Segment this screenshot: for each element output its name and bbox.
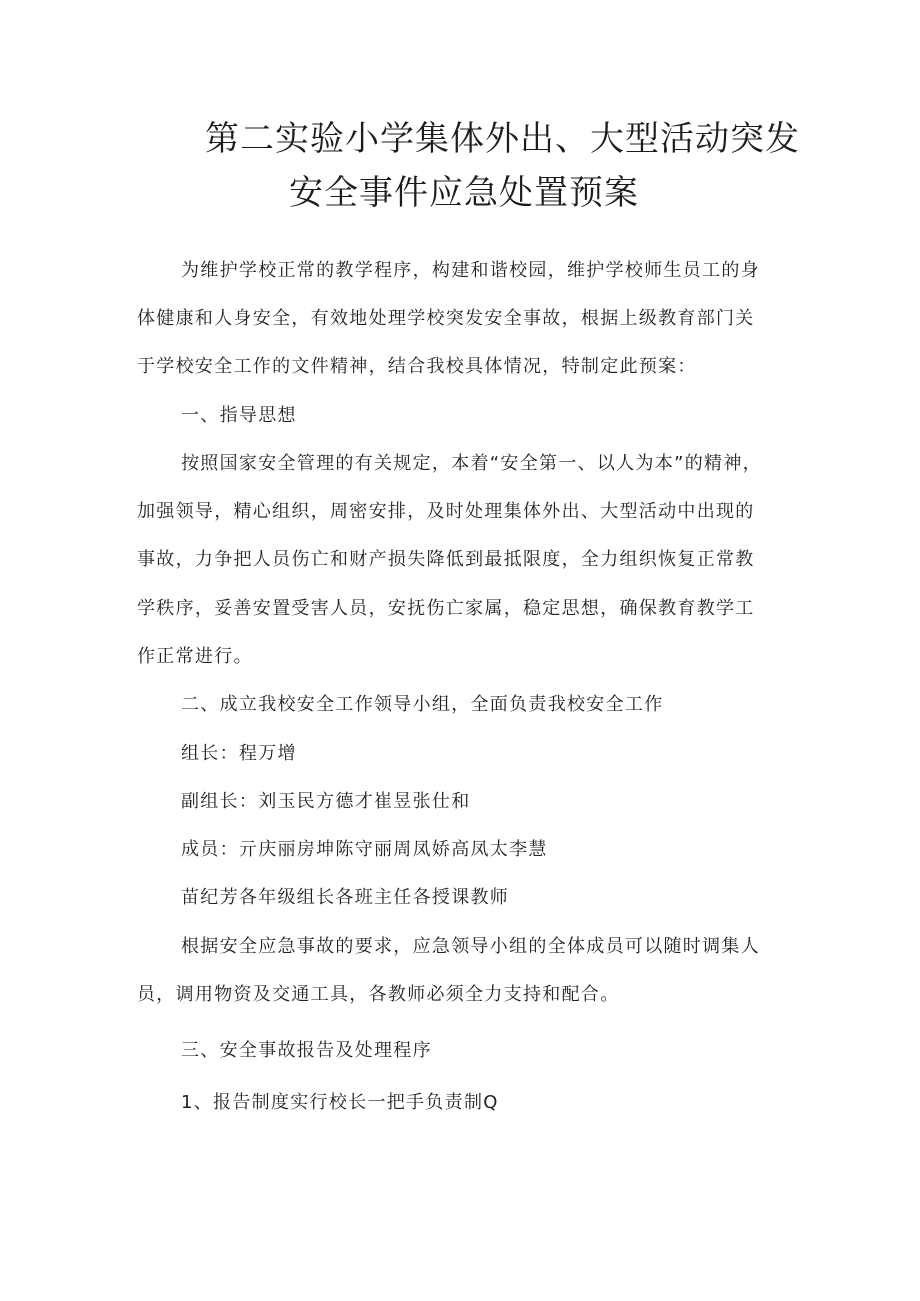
section-1-heading: 一、指导思想 (181, 405, 297, 426)
section-3-item-1: 1、报告制度实行校长一把手负责制Q (181, 1092, 499, 1113)
section-2-note-line-2: 员，调用物资及交通工具，各教师必须全力支持和配合。 (137, 984, 620, 1005)
document-title-line-2: 安全事件应急处置预案 (289, 173, 639, 213)
section-1-line-3: 事故，力争把人员伤亡和财产损失降低到最抵限度，全力组织恢复正常教 (137, 549, 755, 570)
document-title-line-1: 第二实验小学集体外出、大型活动突发 (205, 119, 800, 159)
section-1-line-5: 作正常进行。 (137, 646, 253, 667)
section-2-heading: 二、成立我校安全工作领导小组，全面负责我校安全工作 (181, 694, 664, 715)
section-2-note-line-1: 根据安全应急事故的要求，应急领导小组的全体成员可以随时调集人 (181, 936, 760, 957)
intro-line-2: 体健康和人身安全，有效地处理学校突发安全事故，根据上级教育部门关 (137, 308, 755, 329)
section-1-line-1: 按照国家安全管理的有关规定，本着“安全第一、以人为本”的精神， (181, 453, 762, 474)
section-1-line-4: 学秩序，妥善安置受害人员，安抚伤亡家属，稳定思想，确保教育教学工 (137, 598, 755, 619)
intro-line-3: 于学校安全工作的文件精神，结合我校具体情况，特制定此预案： (137, 356, 697, 377)
group-leader: 组长：程万增 (181, 743, 297, 764)
section-1-line-2: 加强领导，精心组织，周密安排，及时处理集体外出、大型活动中出现的 (137, 501, 755, 522)
intro-line-1: 为维护学校正常的教学程序，构建和谐校园，维护学校师生员工的身 (181, 260, 760, 281)
group-deputy: 副组长：刘玉民方德才崔昱张仕和 (181, 791, 471, 812)
section-3-heading: 三、安全事故报告及处理程序 (181, 1040, 432, 1061)
group-members-continued: 苗纪芳各年级组长各班主任各授课教师 (181, 887, 510, 908)
group-members: 成员：亓庆丽房坤陈守丽周凤娇高凤太李慧 (181, 839, 548, 860)
